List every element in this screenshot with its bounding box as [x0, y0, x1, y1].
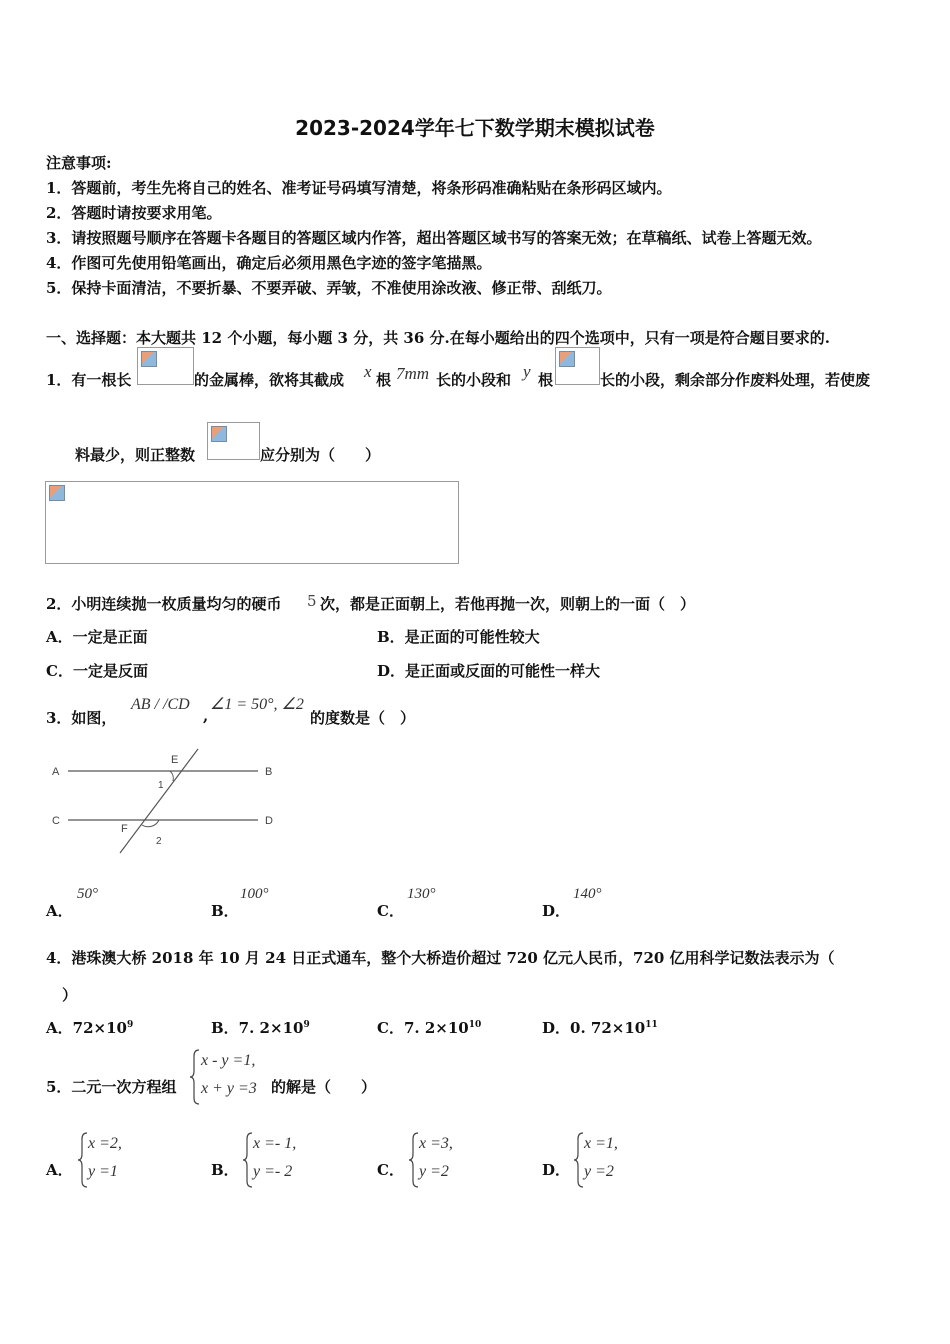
q4-option-c-exp: 10	[468, 1020, 482, 1030]
section-heading: 一、选择题：本大题共 12 个小题，每小题 3 分，共 36 分.在每小题给出的四个选项中，只有一项是符合题目要求的.	[46, 329, 830, 347]
broken-image-icon	[137, 347, 194, 385]
q4-close: ）	[62, 986, 78, 1004]
fig-label-d: D	[265, 815, 273, 827]
q1-text-d: 长的小段和	[436, 371, 512, 389]
q3-option-d: D．	[542, 902, 571, 920]
q1-length: 7mm	[396, 364, 430, 383]
fig-label-a: A	[52, 766, 60, 778]
q2-number: 5	[307, 592, 317, 610]
q5-option-a-label: A．	[46, 1161, 73, 1179]
q4-option-c-base: C．7. 2×10	[377, 1019, 469, 1037]
q5-option-c-label: C．	[377, 1161, 404, 1179]
q5-option-c-line1: x =3,	[419, 1135, 453, 1152]
q3-option-d-value: 140°	[573, 886, 602, 902]
q1-var-x: x	[364, 362, 372, 381]
q3-stem-b: 的度数是（ ）	[310, 709, 416, 727]
q2-stem-b: 次，都是正面朝上，若他再抛一次，则朝上的一面（ ）	[320, 595, 696, 613]
fig-label-c: C	[52, 815, 60, 827]
page-title: 2023-2024学年七下数学期末模拟试卷	[295, 116, 655, 140]
broken-image-icon	[45, 481, 459, 564]
q2-option-c: C．一定是反面	[46, 662, 148, 680]
notice-item: 4．作图可先使用铅笔画出，确定后必须用黑色字迹的签字笔描黑。	[46, 254, 492, 272]
fig-label-e: E	[171, 754, 179, 766]
q4-option-b	[211, 1017, 310, 1038]
q3-option-a: A．	[46, 902, 73, 920]
q5-option-c-line2: y =2	[419, 1163, 449, 1180]
q5-option-d-label: D．	[542, 1161, 571, 1179]
fig-angle-2: 2	[156, 836, 162, 847]
q1-var-y: y	[523, 362, 531, 381]
q3-comma: ,	[203, 707, 209, 725]
q3-math-parallel: AB / /CD	[131, 696, 190, 713]
q5-option-b-label: B．	[211, 1161, 239, 1179]
q5-eq1: x - y =1,	[201, 1052, 256, 1069]
q3-option-b: B．	[211, 902, 239, 920]
q2-option-d: D．是正面或反面的可能性一样大	[377, 662, 601, 680]
fig-label-f: F	[121, 823, 128, 835]
q3-math-angle: ∠1 = 50°, ∠2	[210, 696, 304, 713]
q1-text-g: 料最少，则正整数	[75, 446, 196, 464]
q5-option-b-line1: x =- 1,	[253, 1135, 297, 1152]
notice-item: 1．答题前，考生先将自己的姓名、准考证号码填写清楚，将条形码准确粘贴在条形码区域内。	[46, 179, 672, 197]
q3-option-a-value: 50°	[77, 886, 98, 902]
q3-option-c-value: 130°	[407, 886, 436, 902]
q2-stem-a: 2．小明连续抛一枚质量均匀的硬币	[46, 595, 282, 613]
q4-option-d	[542, 1017, 658, 1038]
q3-stem-a: 3．如图，	[46, 709, 117, 727]
q4-option-b-exp: 9	[303, 1020, 310, 1030]
q3-option-c: C．	[377, 902, 404, 920]
broken-image-icon	[207, 422, 260, 460]
q5-option-a-line1: x =2,	[88, 1135, 122, 1152]
notice-item: 2．答题时请按要求用笔。	[46, 204, 222, 222]
q5-stem-b: 的解是（ ）	[271, 1078, 377, 1096]
q2-option-b: B．是正面的可能性较大	[377, 628, 540, 646]
q4-option-a	[46, 1017, 133, 1038]
q1-text-b: 的金属棒，欲将其截成	[194, 371, 345, 389]
parallel-lines-figure	[46, 745, 286, 860]
q1-text-f: 长的小段，剩余部分作废料处理，若使废	[600, 371, 871, 389]
q4-stem: 4．港珠澳大桥 2018 年 10 月 24 日正式通车，整个大桥造价超过 720 亿元人民币，720 亿用科学记数法表示为（	[46, 949, 835, 967]
q1-text-c: 根	[376, 371, 392, 389]
q4-option-c	[377, 1017, 481, 1038]
q4-option-a-base: A．72×10	[46, 1019, 127, 1037]
q5-option-b-line2: y =- 2	[253, 1163, 293, 1180]
q4-option-b-base: B．7. 2×10	[211, 1019, 304, 1037]
q5-option-a-line2: y =1	[88, 1163, 118, 1180]
q5-stem-a: 5．二元一次方程组	[46, 1078, 177, 1096]
notice-heading: 注意事项:	[46, 154, 112, 172]
q1-text-h: 应分别为（ ）	[260, 446, 381, 464]
q3-option-b-value: 100°	[240, 886, 269, 902]
q5-brace	[188, 1048, 202, 1106]
q4-option-d-exp: 11	[645, 1020, 658, 1030]
q4-option-d-base: D．0. 72×10	[542, 1019, 646, 1037]
q1-text-a: 1．有一根长	[46, 371, 132, 389]
fig-label-b: B	[265, 766, 273, 778]
notice-item: 5．保持卡面清洁，不要折暴、不要弄破、弄皱，不准使用涂改液、修正带、刮纸刀。	[46, 279, 612, 297]
q1-text-e: 根	[538, 371, 554, 389]
broken-image-icon	[555, 347, 600, 385]
q5-option-d-line1: x =1,	[584, 1135, 618, 1152]
q5-option-d-line2: y =2	[584, 1163, 614, 1180]
fig-angle-1: 1	[158, 780, 164, 791]
q4-option-a-exp: 9	[126, 1020, 134, 1030]
q2-option-a: A．一定是正面	[46, 628, 148, 646]
q5-eq2: x + y =3	[201, 1080, 257, 1097]
notice-item: 3．请按照题号顺序在答题卡各题目的答题区域内作答，超出答题区域书写的答案无效；在草稿纸、试卷上答题无效。	[46, 229, 822, 247]
